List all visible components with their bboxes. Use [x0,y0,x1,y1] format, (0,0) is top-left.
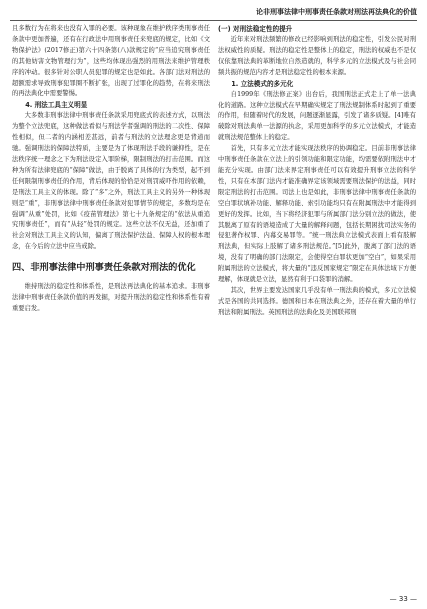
paragraph: 其次，世界主要发达国家几乎没有单一刑法典的模式，多元立法模式是各国的共同选择。德国和日本在刑法典之外，还存在着大量的单行刑法和附属刑法。英国刑法的法典化及美国联邦刑 [218,286,416,316]
running-header-title: 论非刑事法律中刑事责任条款对刑法再法典化的价值 [256,8,417,16]
left-column [12,24,210,315]
subheading: 1. 立法模式的多元化 [231,79,294,88]
running-header [10,6,417,21]
paragraph: 首先，只有多元立法才能实现法秩序的协调稳定。目前非刑事法律中刑事责任条款在立法上的引领功能和限定功能，均需要依附刑法中才能充分实现。由部门法来界定刑事责任可以有效提升刑事立法的科学性，只有在本部门法内才能准确界定该领域需要刑法保护的法益，同时限定刑法的打击范围。司法上也是如此，非刑事法律中刑事责任条款的空白罪状填补功能、解释功能、索引功能均只有在附属刑法中才能得到更好的发挥。比如，当下将经济犯罪与所属部门法分别立法的做法，使其脱离了原有的语境造成了大量的解释问题，包括长期困扰司法实务的侵犯著作权罪、内幕交易罪等。“统一刑法典立法模式表面上看有肢解刑法典，但实际上肢解了诸多刑法规范。”[5]此外，脱离了部门法的语境，没有了明确的部门法限定，会使得空白罪状更加“空白”，如果采用附属刑法的立法模式，将大量的“违反国家规定”限定在具体法域下方便理解，体现就是立法，显然有利于口袋罪的消解。 [218,145,416,284]
subheading: (一) 对刑法稳定性的提升 [218,25,293,33]
page-number: — 33 — [389,595,417,603]
paragraph: 且多数行为在将来也没有入罪的必要。该种现象在维护秩序类刑事责任条款中更加普遍，还有在行政法中用刑事责任来兜底的规定，比如《文物保护法》(2017修正)第六十四条第(八)款规定的“应当追究刑事责任的其他妨害文物管理行为”，这些均体现出强烈的用刑法来维护管理秩序的冲动。很多针对公职人员犯罪的规定也是如此。各部门法对刑法的超额需求导致刑事犯罪圈不断扩张，出现了过罪化的趋势，在将来刑法的再法典化中需要警惕。 [12,25,210,98]
paragraph: 大多数非刑事法律中刑事责任条款采用兜底式的表述方式，以刑法为整个立法兜底，这种做法看似与刑法学者强调的刑法的二次性、保障性相似，但二者的内涵相差甚远，前者与刑法的立法理念更是背道而驰。强调刑法的保障法特质，主要是为了体现刑法手段的谦抑性，是在法秩序统一理念之下为刑法设定入罪阶梯，限制刑法的打击范围。而这种为所有法律兜底的“保障”做法，由于脱离了具体的行为类型，起不到任何限制刑事责任的作用，背后体现的恰恰是对刑罚威吓作用的依赖，是刑法工具主义的体现。除了“多”之外，刑法工具主义的另外一种体现则是“重”，非刑事法律中刑事责任条款对犯罪情节的规定，多数均是在强调“从重”处罚，比如《疫苗管理法》第七十九条规定的“依法从重追究刑事责任”，而有“从轻”处罚的规定。这些立法不仅无益，还加重了社会对刑法工具主义的认知，偏离了刑法保护法益、保障人权的根本理念，在今后的立法中应当戒除。 [12,112,210,251]
section-heading: 四、非刑事法律中刑事责任条款对刑法的优化 [12,262,196,274]
subheading: 4. 刑法工具主义明显 [25,101,88,110]
paragraph: 自1999年《刑法修正案》出台后，我国刑法正式走上了单一法典化的道路。这种立法模式在早期确实规定了刑法规制体系时起到了重要的作用，但随着时代的发展，问题逐渐显露，引发了诸多质疑。[4]唯有破除对刑法典单一法源的执念，采用更加科学的多元立法模式，才能造就刑法规范整体上的稳定。 [218,90,416,142]
paragraph: 维持刑法的稳定性和体系性，是刑法再法典化的基本追求。非刑事法律中刑事责任条款价值的再发掘，对提升刑法的稳定性和体系性有着重要启发。 [12,283,210,312]
right-column [218,24,416,319]
paragraph: 近年来对刑法频繁的修改已经影响到刑法的稳定性，引发公民对刑法权威性的质疑。刑法的稳定性是整体上的稳定，刑法的权威也不是仅仅依靠刑法典的革断地位自然造就的，科学多元的立法模式及与社会同频共振的规范内容才是刑法稳定性的根本来源。 [218,36,416,76]
